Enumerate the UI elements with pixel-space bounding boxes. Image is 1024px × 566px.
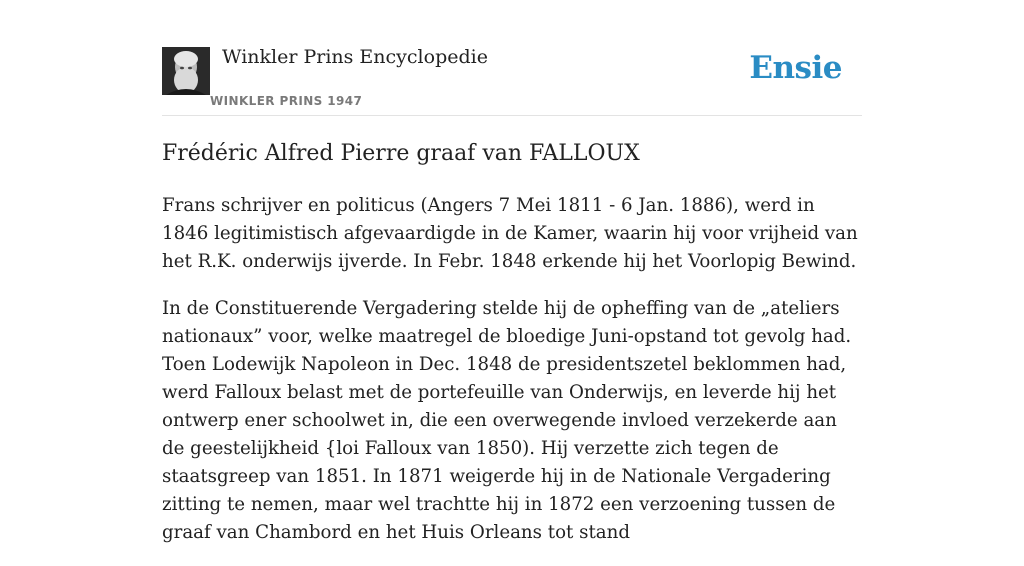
source-edition: WINKLER PRINS 1947 bbox=[210, 94, 363, 108]
content-column bbox=[162, 0, 862, 543]
article-body bbox=[162, 192, 862, 566]
author-avatar[interactable] bbox=[162, 47, 210, 95]
article-paragraph: In de Constituerende Vergadering stelde hij de opheffing van de „ateliers nationaux” voor, welke maatregel de bloedige Juni-opstand tot gevolg had. Toen Lodewijk Napoleon in Dec. 1848 de presidentszetel beklommen had, werd Falloux belast met de portefeuille van Onderwijs, en leverde hij het ontwerp ener schoolwet in, die een overwegende invloed verzekerde aan de geestelijkheid {loi Falloux van 1850). Hij verzette zich tegen de staatsgreep van 1851. In 1871 weigerde hij in de Nationale Vergadering zitting te nemen, maar wel trachtte hij in 1872 een verzoening tussen de graaf van Chambord en het Huis Orleans tot stand bbox=[162, 298, 852, 543]
source-header bbox=[162, 0, 862, 116]
brand-logo[interactable]: Ensie bbox=[749, 50, 842, 86]
article-paragraph: Frans schrijver en politicus (Angers 7 Mei 1811 - 6 Jan. 1886), werd in 1846 legitimistisch afgevaardigde in de Kamer, waarin hij voor vrijheid van het R.K. onderwijs ijverde. In Febr. 1848 erkende hij het Voorlopig Bewind. bbox=[162, 195, 858, 272]
portrait-icon bbox=[162, 47, 210, 95]
source-name[interactable]: Winkler Prins Encyclopedie bbox=[222, 46, 488, 68]
article-title: Frédéric Alfred Pierre graaf van FALLOUX bbox=[162, 141, 640, 166]
